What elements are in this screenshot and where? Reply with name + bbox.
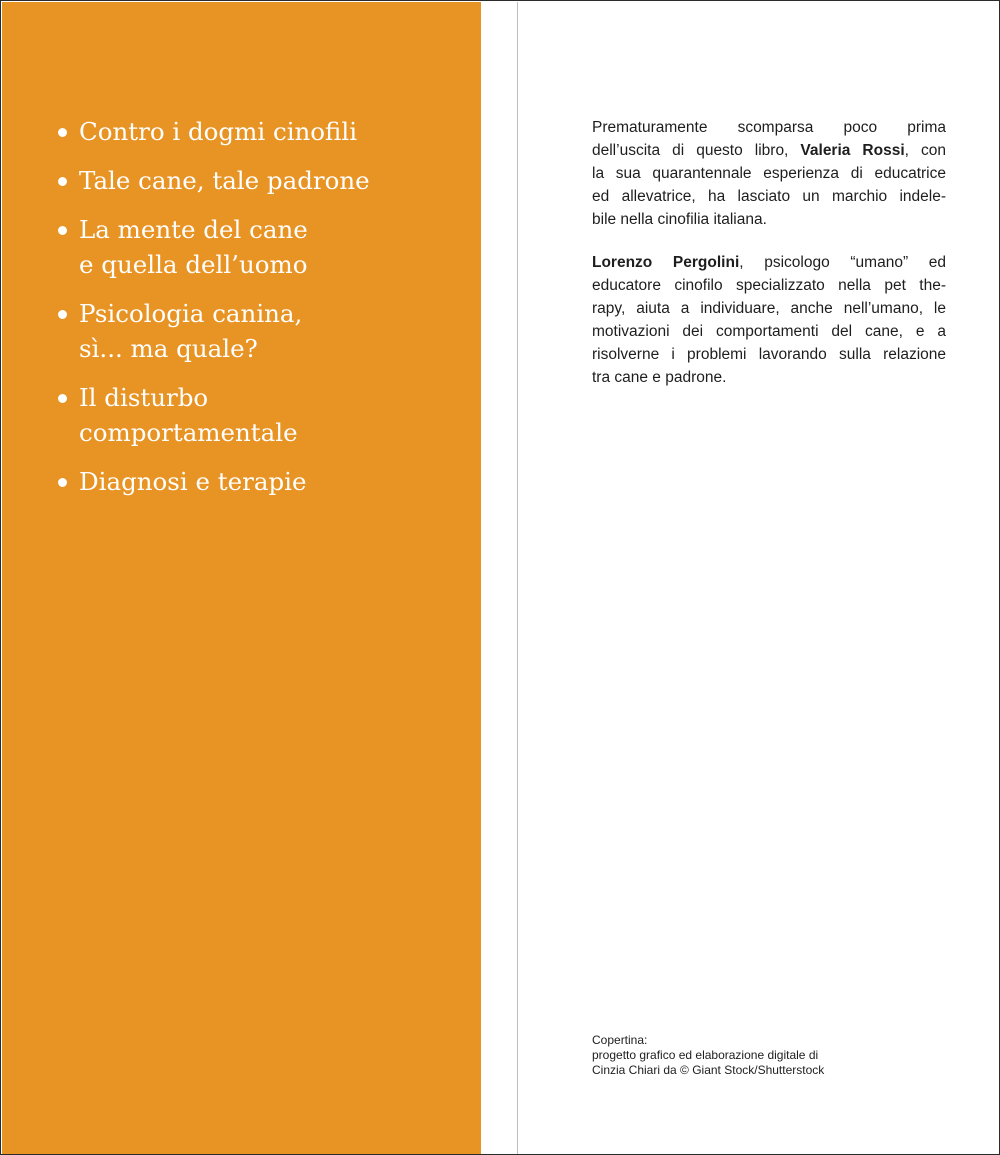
bullet-icon xyxy=(58,226,67,235)
list-item-text: Tale cane, tale padrone xyxy=(79,166,370,195)
bio-line: ed allevatrice, ha lasciato un marchio indele- xyxy=(592,188,946,205)
bio-line: motivazioni dei comportamenti del cane, e a xyxy=(592,323,946,340)
credits-line: Cinzia Chiari da © Giant Stock/Shutterstock xyxy=(592,1063,825,1077)
bullet-icon xyxy=(58,394,67,403)
bio-paragraph-pergolini xyxy=(592,251,946,389)
list-item-text: comportamentale xyxy=(79,418,298,447)
list-item-text: sì... ma quale? xyxy=(79,334,258,363)
bullet-icon xyxy=(58,310,67,319)
list-item xyxy=(58,380,370,450)
bio-text: , con xyxy=(904,142,946,159)
bullet-icon xyxy=(58,177,67,186)
author-bio xyxy=(592,116,946,409)
bullet-icon xyxy=(58,478,67,487)
author-name-rossi: Valeria Rossi xyxy=(800,142,905,159)
cover-credits xyxy=(592,1033,824,1078)
topics-list xyxy=(58,114,370,513)
list-item xyxy=(58,464,370,499)
list-item xyxy=(58,212,370,282)
author-name-pergolini: Lorenzo Pergolini xyxy=(592,254,740,271)
list-item-text: Psicologia canina, xyxy=(79,299,303,328)
bio-paragraph-rossi xyxy=(592,116,946,231)
fold-divider xyxy=(517,2,518,1154)
bio-line: rapy, aiuta a individuare, anche nell’umano, le xyxy=(592,300,946,317)
list-item xyxy=(58,114,370,149)
bio-line: bile nella cinofilia italiana. xyxy=(592,211,767,228)
orange-flap-panel xyxy=(2,2,481,1154)
list-item-text: La mente del cane xyxy=(79,215,308,244)
list-item xyxy=(58,163,370,198)
list-item-text: Diagnosi e terapie xyxy=(79,467,307,496)
bio-line: tra cane e padrone. xyxy=(592,369,727,386)
bio-line xyxy=(592,139,946,162)
bio-text: dell’uscita di questo libro, xyxy=(592,142,801,159)
list-item-text: Contro i dogmi cinofili xyxy=(79,117,358,146)
credits-line: progetto grafico ed elaborazione digitale di xyxy=(592,1048,819,1062)
list-item-text: e quella dell’uomo xyxy=(79,250,308,279)
bio-line: risolverne i problemi lavorando sulla relazione xyxy=(592,346,946,363)
bio-line: la sua quarantennale esperienza di educatrice xyxy=(592,165,946,182)
credits-line: Copertina: xyxy=(592,1033,648,1047)
bio-text: , psicologo “umano” ed xyxy=(739,254,947,271)
list-item xyxy=(58,296,370,366)
list-item-text: Il disturbo xyxy=(79,383,209,412)
bullet-icon xyxy=(58,128,67,137)
bio-line: Prematuramente scomparsa poco prima xyxy=(592,119,946,136)
bio-line xyxy=(592,251,946,274)
bio-line: educatore cinofilo specializzato nella pet the- xyxy=(592,277,946,294)
